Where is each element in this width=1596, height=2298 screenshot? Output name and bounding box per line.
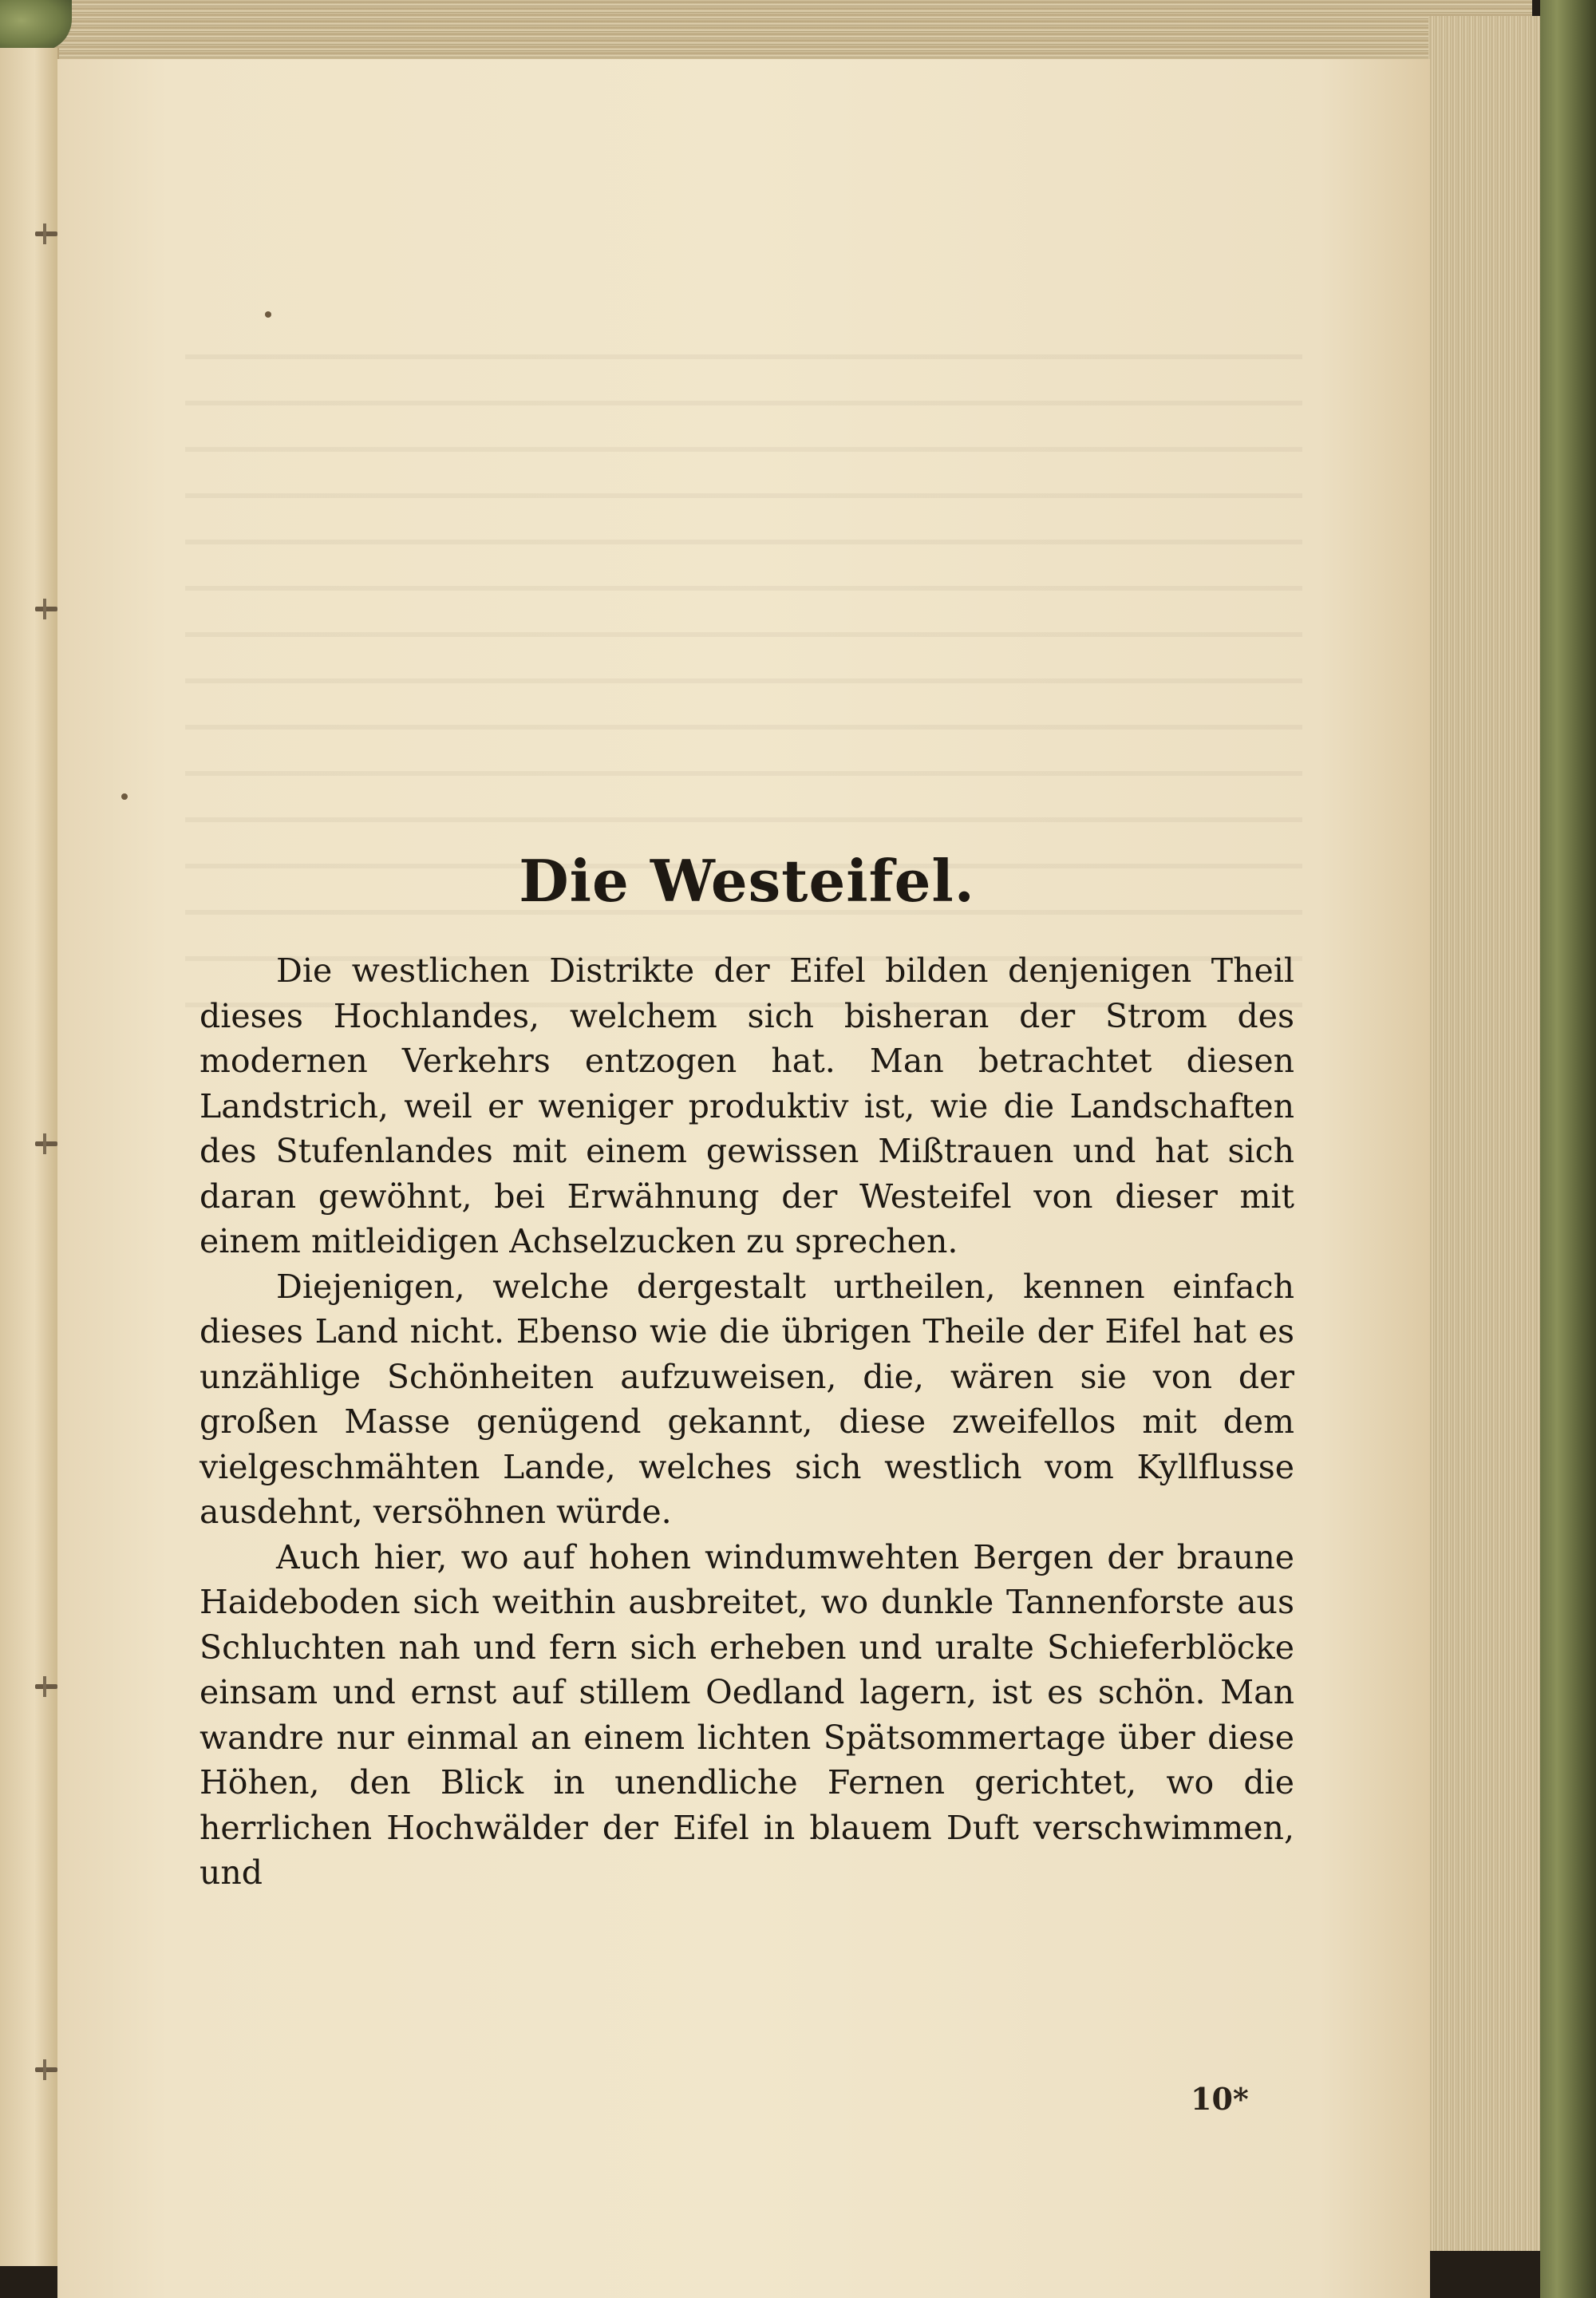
book-cover-right	[1540, 0, 1596, 2298]
binding-stitch	[35, 1684, 57, 1689]
chapter-title: Die Westeifel.	[519, 847, 975, 915]
binding-stitch	[35, 2067, 57, 2072]
ink-speck	[121, 793, 128, 800]
ink-speck	[265, 311, 271, 318]
paragraph: Die westlichen Distrikte der Eifel bilden denjenigen Theil dieses Hochlandes, welchem sich bisheran der Strom des modernen Verkehrs entzogen hat. Man betrachtet diesen Landstrich, weil er weniger produktiv ist, wie die Landschaften des Stufenlandes mit einem gewissen Mißtrauen und hat sich daran gewöhnt, bei Erwähnung der Westeifel von dieser mit einem mitleidigen Achselzucken zu sprechen.	[200, 951, 1294, 1260]
facing-page-edge	[0, 48, 59, 2266]
text-block	[200, 849, 1294, 1896]
book-page	[57, 59, 1430, 2298]
binding-stitch	[35, 231, 57, 236]
page-edges-top	[48, 0, 1532, 59]
binding-stitch	[35, 1141, 57, 1146]
paragraph: Auch hier, wo auf hohen windumwehten Bergen der braune Haideboden sich weithin ausbreitet, wo dunkle Tannenforste aus Schluchten nah und fern sich erheben und uralte Schieferblöcke einsam und ernst auf stillem Oedland lagern, ist es schön. Man wandre nur einmal an einem lichten Spätsommertage über diese Höhen, den Blick in unendliche Fernen gerichtet, wo die herrlichen Hochwälder der Eifel in blauem Duft verschwimmen, und	[200, 1537, 1294, 1892]
binding-stitch	[35, 607, 57, 611]
paragraph: Diejenigen, welche dergestalt urtheilen, kennen einfach dieses Land nicht. Ebenso wie die übrigen Theile der Eifel hat es unzählige Schönheiten aufzuweisen, die, wären sie von der großen Masse genügend gekannt, diese zweifellos mit dem vielgeschmähten Lande, welches sich westlich vom Kyllflusse ausdehnt, versöhnen würde.	[200, 1267, 1294, 1531]
page-number: 10*	[1191, 2081, 1249, 2117]
